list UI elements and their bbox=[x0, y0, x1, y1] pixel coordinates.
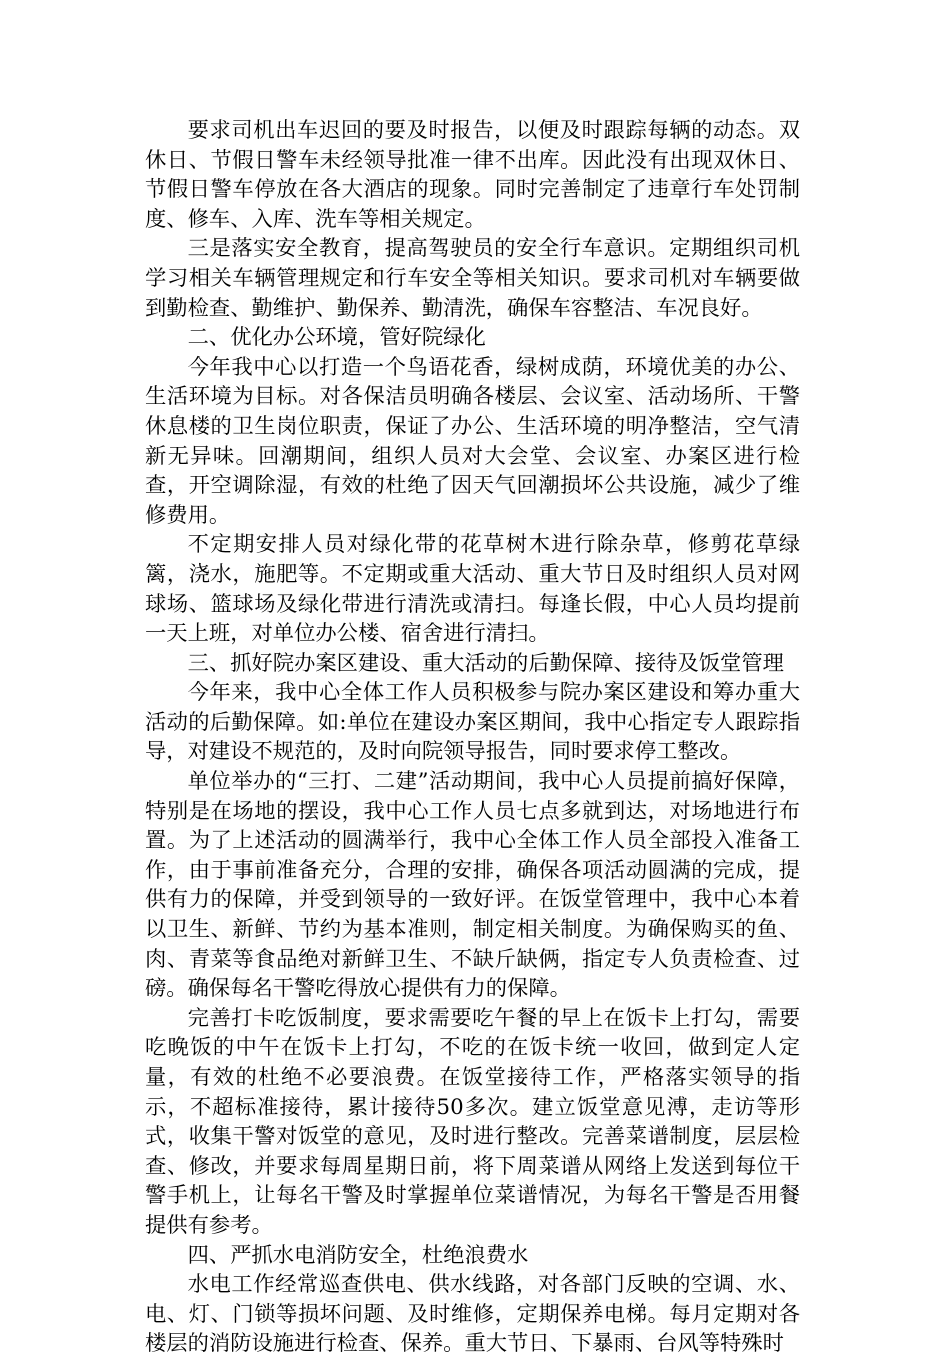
paragraph-vehicle-reporting: 要求司机出车迟回的要及时报告，以便及时跟踪每辆的动态。双休日、节假日警车未经领导批准一律不出库。因此没有出现双休日、节假日警车停放在各大酒店的现象。同时完善制定了违章行车处罚制度、修车、入库、洗车等相关规定。 bbox=[145, 118, 800, 232]
section-heading-office-environment: 二、优化办公环境，管好院绿化 bbox=[187, 325, 486, 351]
paragraph-canteen-management: 完善打卡吃饭制度，要求需要吃午餐的早上在饭卡上打勾，需要吃晚饭的中午在饭卡上打勾，不吃的在饭卡统一收回，做到定人定量，有效的杜绝不必要浪费。在饭堂接待工作，严格落实领导的指示，不超标准接待，累计接待50多次。建立饭堂意见溥，走访等形式，收集干警对饭堂的意见，及时进行整改。完善菜谱制度，层层检查、修改，并要求每周星期日前，将下周菜谱从网络上发送到每位干警手机上，让每名干警及时掌握单位菜谱情况，为每名干警是否用餐提供有参考。 bbox=[145, 1005, 800, 1238]
section-heading-utility-safety: 四、严抓水电消防安全，杜绝浪费水 bbox=[187, 1242, 529, 1268]
paragraph-safety-education: 三是落实安全教育，提高驾驶员的安全行车意识。定期组织司机学习相关车辆管理规定和行车安全等相关知识。要求司机对车辆要做到勤检查、勤维护、勤保养、勤清洗，确保车容整洁、车况良好。 bbox=[145, 236, 800, 321]
paragraph-greening: 不定期安排人员对绿化带的花草树木进行除杂草，修剪花草绿篱，浇水，施肥等。不定期或重大活动、重大节日及时组织人员对网球场、篮球场及绿化带进行清洗或清扫。每逢长假，中心人员均提前一天上班，对单位办公楼、宿舍进行清扫。 bbox=[145, 532, 800, 647]
section-heading-logistics-support: 三、抓好院办案区建设、重大活动的后勤保障、接待及饭堂管理 bbox=[187, 650, 784, 676]
document-body bbox=[145, 116, 800, 1359]
paragraph-activity-support: 单位举办的“三打、二建”活动期间，我中心人员提前搞好保障，特别是在场地的摆设，我中心工作人员七点多就到达，对场地进行布置。为了上述活动的圆满举行，我中心全体工作人员全部投入准备工作，由于事前准备充分，合理的安排，确保各项活动圆满的完成，提供有力的保障，并受到领导的一致好评。在饭堂管理中，我中心本着以卫生、新鲜、节约为基本准则，制定相关制度。为确保购买的鱼、肉、青菜等食品绝对新鲜卫生、不缺斤缺俩，指定专人负责检查、过磅。确保每名干警吃得放心提供有力的保障。 bbox=[145, 769, 800, 1002]
paragraph-case-area-construction: 今年来，我中心全体工作人员积极参与院办案区建设和筹办重大活动的后勤保障。如:单位在建设办案区期间，我中心指定专人跟踪指导，对建设不规范的，及时向院领导报告，同时要求停工整改。 bbox=[145, 680, 800, 765]
paragraph-utility-inspection: 水电工作经常巡查供电、供水线路，对各部门反映的空调、水、电、灯、门锁等损坏问题、及时维修，定期保养电梯。每月定期对各楼层的消防设施进行检查、保养。重大节日、下暴雨、台风等特殊时 bbox=[145, 1272, 800, 1357]
paragraph-office-environment: 今年我中心以打造一个鸟语花香，绿树成荫，环境优美的办公、生活环境为目标。对各保洁员明确各楼层、会议室、活动场所、干警休息楼的卫生岗位职责，保证了办公、生活环境的明净整洁，空气清新无异味。回潮期间，组织人员对大会堂、会议室、办案区进行检查，开空调除湿，有效的杜绝了因天气回潮损坏公共设施，减少了维修费用。 bbox=[145, 354, 800, 528]
